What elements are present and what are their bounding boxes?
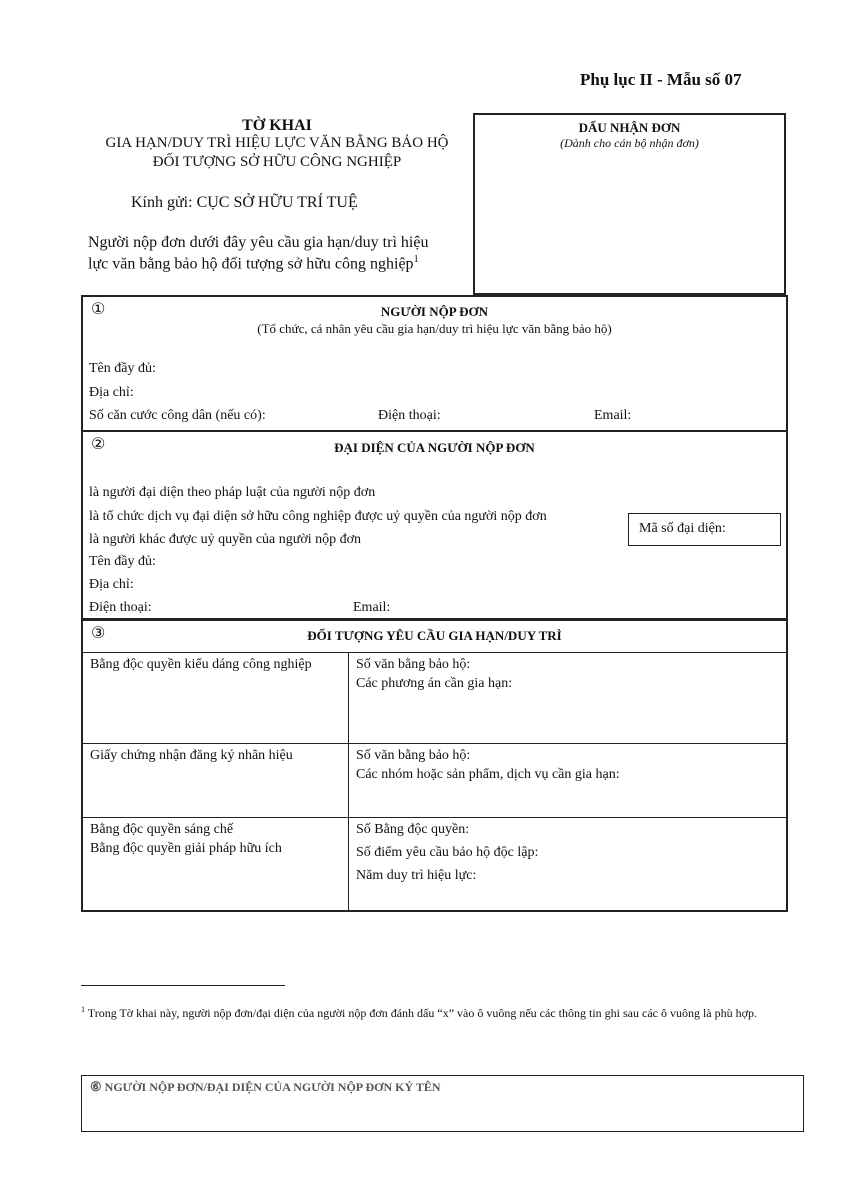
form-header [81,113,473,295]
table-row [83,818,786,912]
section-number-3: ③ [91,625,106,642]
applicant-phone-label: Điện thoại: [378,408,441,423]
footnote-ref: 1 [413,254,419,265]
object-details: Số văn bằng bảo hộ: Các phương án cần gia hạn: [349,653,787,744]
signature-title: ⑥ NGƯỜI NỘP ĐƠN/ĐẠI DIỆN CỦA NGƯỜI NỘP ĐƠN KÝ TÊN [90,1079,441,1094]
request-line2: lực văn bằng bảo hộ đối tượng sở hữu công nghiệp$^1$ [88,254,419,273]
recipient-line: Kính gửi: CỤC SỞ HỮU TRÍ TUỆ [131,194,358,211]
rep-option-other[interactable]: là người khác được uỷ quyền của người nộp đơn [89,532,362,547]
form-subtitle-line2: ĐỐI TƯỢNG SỞ HỮU CÔNG NGHIỆP [152,154,402,170]
object-details: Số văn bằng bảo hộ: Các nhóm hoặc sản phẩm, dịch vụ cần gia hạn: [349,744,787,818]
signature-section [81,1075,804,1132]
rep-code-box: Mã số đại diện: [628,513,781,546]
objects-title: ĐỐI TƯỢNG YÊU CẦU GIA HẠN/DUY TRÌ [307,628,562,643]
footnote-divider [81,985,285,986]
section-number-2: ② [91,436,106,453]
table-row [83,744,786,818]
receipt-title: DẤU NHẬN ĐƠN [578,120,681,135]
applicant-id-label: Số căn cước công dân (nếu có): [89,408,266,423]
receipt-stamp-box [473,113,786,295]
object-details: Số Bằng độc quyền: Số điểm yêu cầu bảo hộ độc lập: Năm duy trì hiệu lực: [349,818,787,912]
rep-option-legal[interactable]: là người đại diện theo pháp luật của người nộp đơn [89,485,376,500]
footnote: $^1$ Trong Tờ khai này, người nộp đơn/đại diện của người nộp đơn đánh dấu “x” vào ô vuông nếu các thông tin ghi sau các ô vuông là phù hợp. [81,1005,757,1020]
rep-option-service-org[interactable]: là tổ chức dịch vụ đại diện sở hữu công nghiệp được uỷ quyền của người nộp đơn [89,509,547,524]
object-patent[interactable] [83,818,349,912]
applicant-title: NGƯỜI NỘP ĐƠN [380,304,489,319]
object-utility-solution[interactable]: Bằng độc quyền giải pháp hữu ích [90,841,282,856]
rep-phone-label: Điện thoại: [89,600,152,615]
object-invention[interactable]: Bằng độc quyền sáng chế [90,822,234,837]
form-subtitle-line1: GIA HẠN/DUY TRÌ HIỆU LỰC VĂN BẰNG BẢO HỘ [105,135,449,151]
rep-address-label: Địa chỉ: [89,577,134,592]
objects-table [83,652,786,912]
representative-section [81,430,788,620]
annex-label: Phụ lục II - Mẫu số 07 [580,70,742,89]
object-trademark[interactable]: Giấy chứng nhận đăng ký nhãn hiệu [83,744,349,818]
rep-email-label: Email: [353,600,391,615]
section-number-6: ⑥ [90,1079,102,1094]
table-row [83,653,786,744]
applicant-address-label: Địa chỉ: [89,385,134,400]
rep-full-name-label: Tên đầy đủ: [89,554,156,569]
applicant-subtitle: (Tổ chức, cá nhân yêu cầu gia hạn/duy trì hiệu lực văn bằng bảo hộ) [257,321,612,336]
receipt-subtitle: (Dành cho cán bộ nhận đơn) [560,136,699,150]
form-title: TỜ KHAI [242,117,312,134]
applicant-section [81,295,788,432]
object-industrial-design[interactable]: Bằng độc quyền kiểu dáng công nghiệp [83,653,349,744]
objects-section [81,619,788,912]
applicant-full-name-label: Tên đầy đủ: [89,361,156,376]
request-line1: Người nộp đơn dưới đây yêu cầu gia hạn/duy trì hiệu [88,234,429,251]
section-number-1: ① [91,301,106,318]
applicant-email-label: Email: [594,408,632,423]
representative-title: ĐẠI DIỆN CỦA NGƯỜI NỘP ĐƠN [334,440,535,455]
